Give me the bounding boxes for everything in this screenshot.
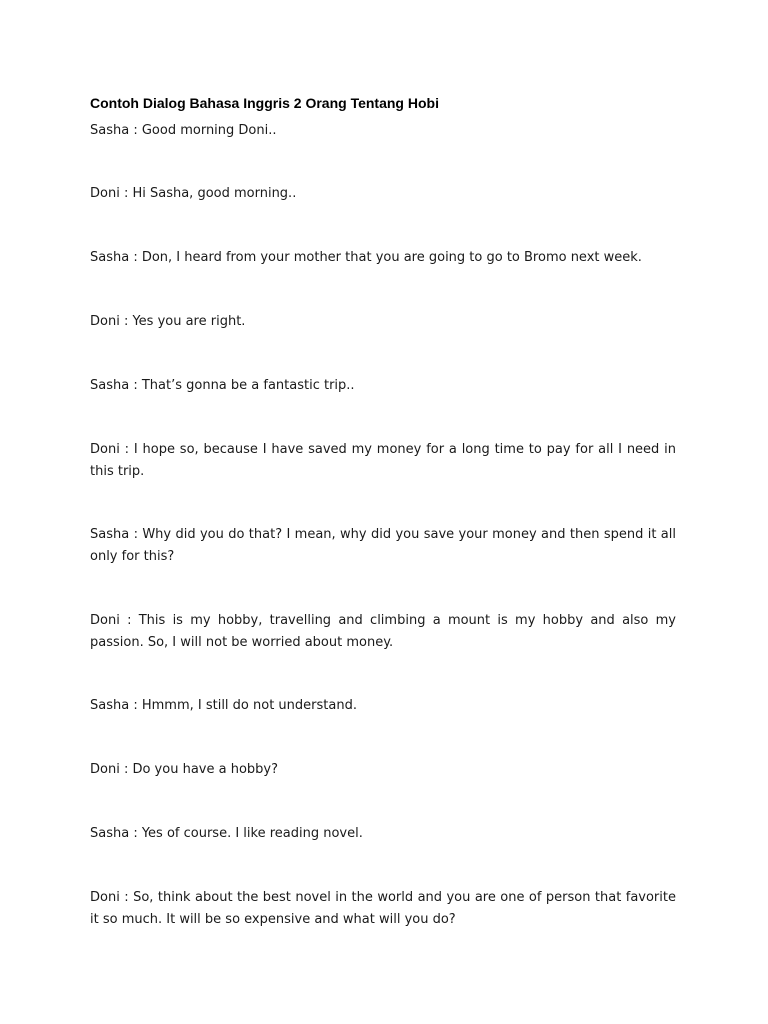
dialog-line: Doni : Yes you are right. [90, 314, 246, 329]
dialog-line: Sasha : Hmmm, I still do not understand. [90, 698, 357, 713]
dialog-line: Doni : Hi Sasha, good morning.. [90, 186, 297, 201]
dialog-line: Sasha : Good morning Doni.. [90, 123, 277, 138]
document-title: Contoh Dialog Bahasa Inggris 2 Orang Tentang Hobi [90, 95, 439, 111]
dialog-line: Sasha : Don, I heard from your mother that you are going to go to Bromo next week. [90, 250, 642, 265]
dialog-line: Doni : So, think about the best novel in the world and you are one of person that favorite it so much. It will be so expensive and what will you do? [90, 890, 676, 927]
dialog-line: Doni : Do you have a hobby? [90, 762, 278, 777]
dialog-line: Sasha : Why did you do that? I mean, why did you save your money and then spend it all only for this? [90, 527, 676, 564]
dialog-line: Sasha : Yes of course. I like reading novel. [90, 826, 363, 841]
dialog-line: Doni : I hope so, because I have saved my money for a long time to pay for all I need in this trip. [90, 442, 676, 479]
dialog-line: Sasha : That’s gonna be a fantastic trip.. [90, 378, 355, 393]
dialog-line: Doni : This is my hobby, travelling and climbing a mount is my hobby and also my passion. So, I will not be worried about money. [90, 613, 676, 650]
